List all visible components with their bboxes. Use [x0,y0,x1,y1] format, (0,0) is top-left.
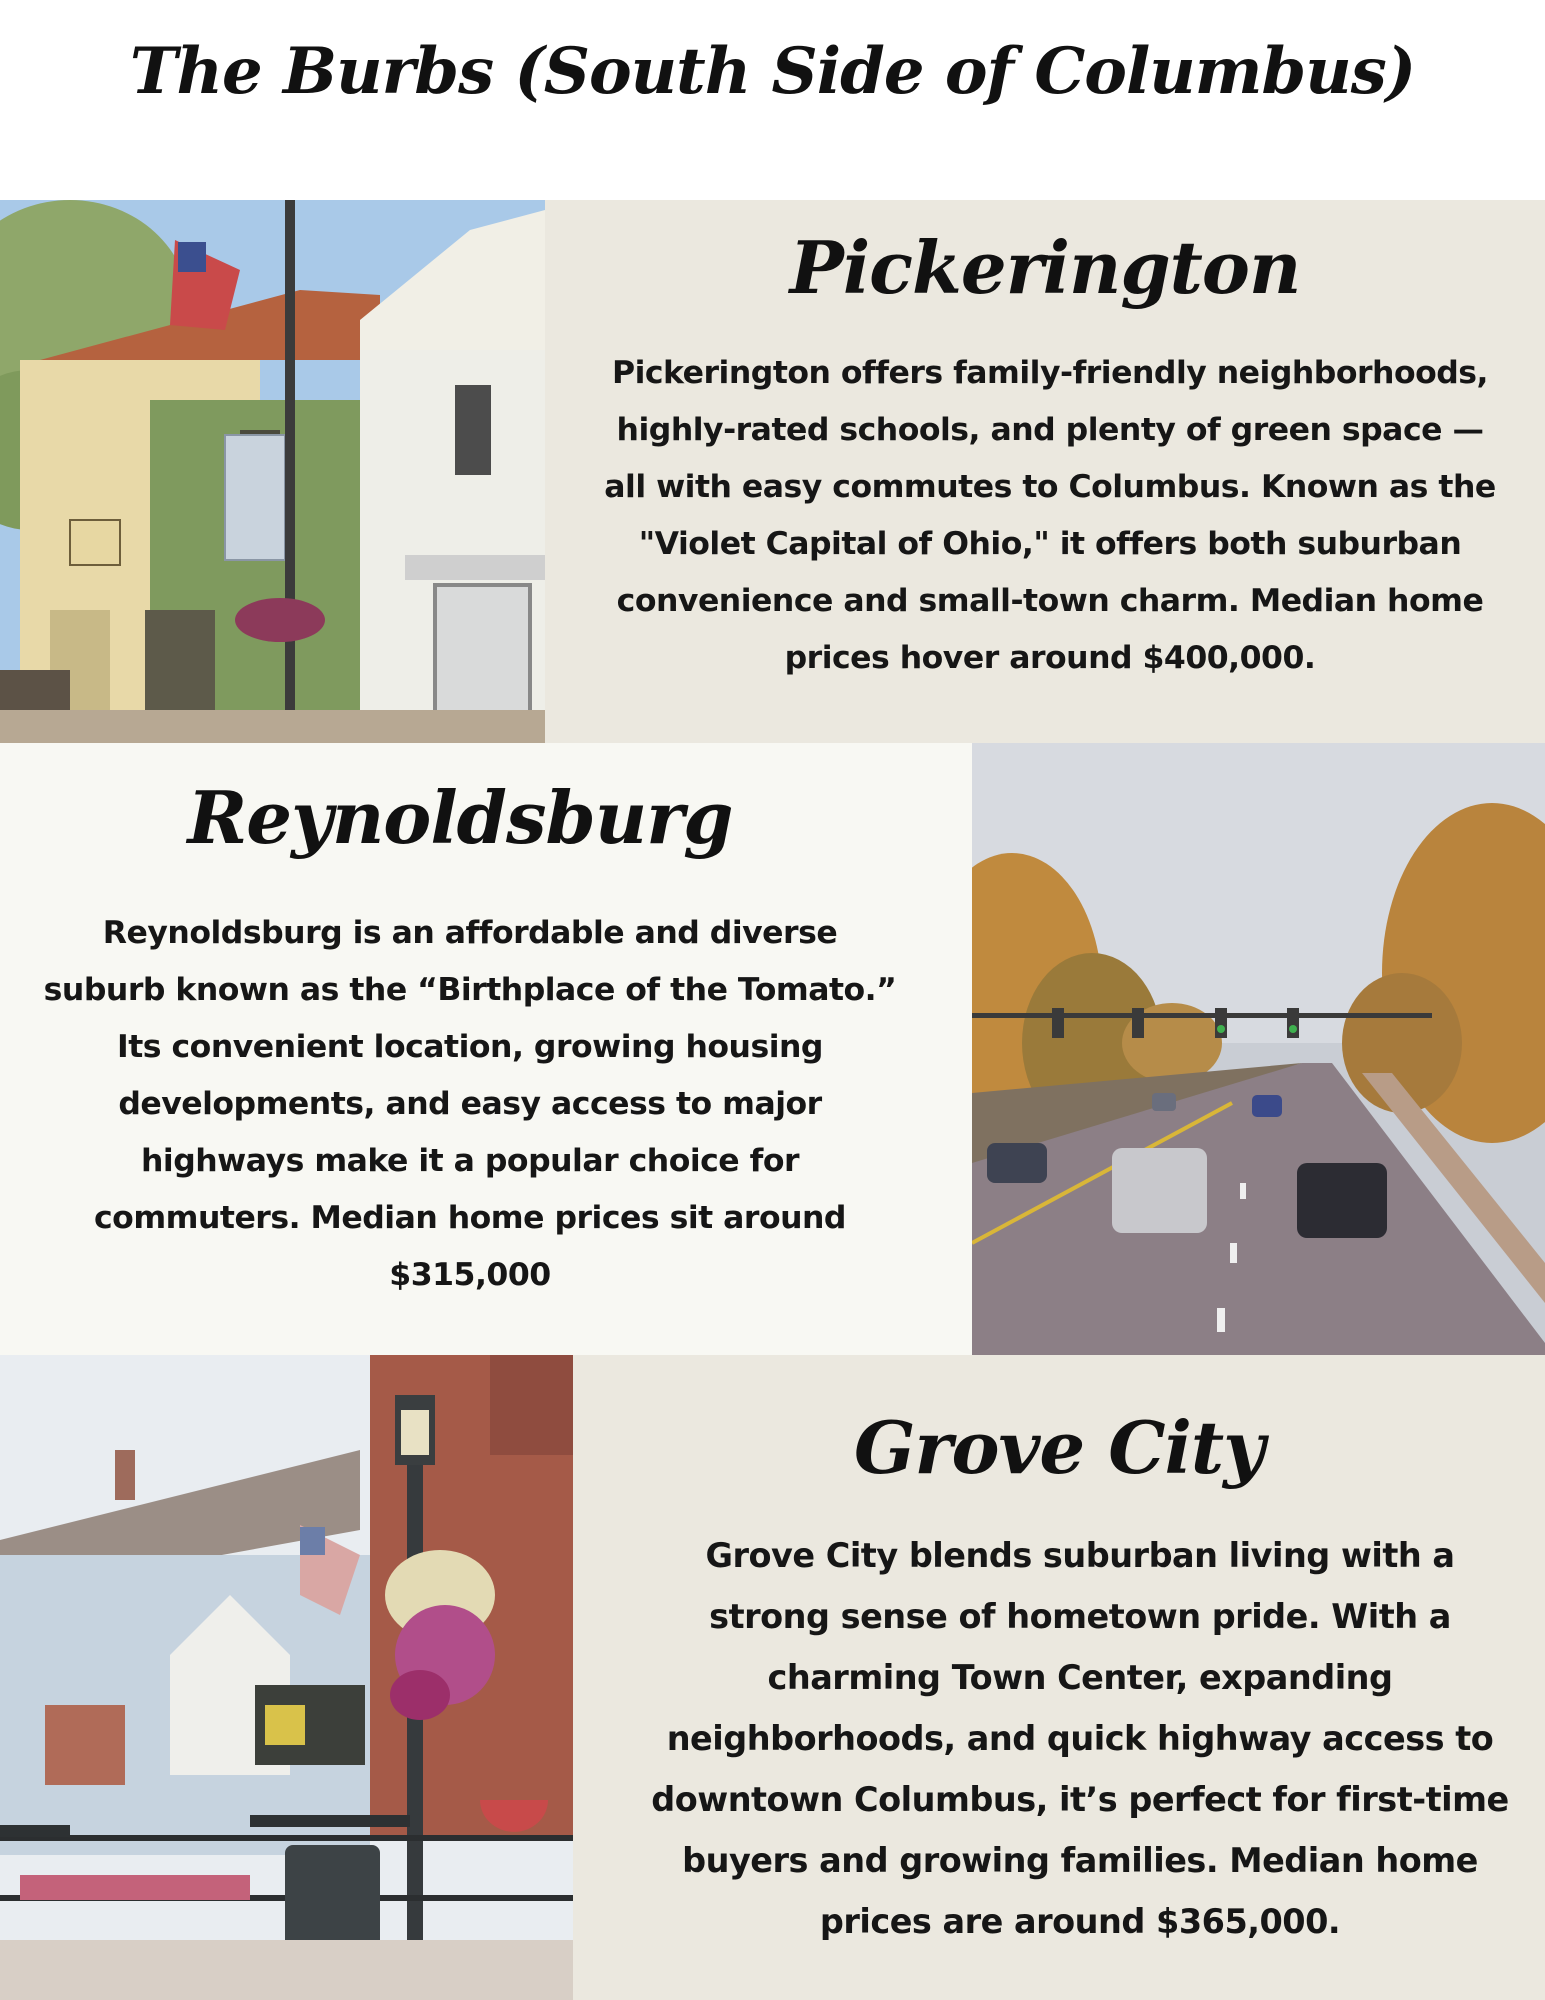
pickerington-heading: Pickerington [789,225,1301,310]
pickerington-description: Pickerington offers family-friendly neighborhoods, highly-rated schools, and plenty of green space — all with easy commutes to Columbus. Known as the "Violet Capital of Ohio," it offers both suburban convenience and small-town charm. Median home prices hover around $400,000. [604,355,1496,676]
reynoldsburg-description: Reynoldsburg is an affordable and diverse suburb known as the “Birthplace of the Tomato.” Its convenient location, growing housing developments, and easy access to major highways make it a popular choice for commuters. Median home prices sit around $315,000 [43,915,897,1293]
reynoldsburg-heading: Reynoldsburg [187,775,733,860]
grove-city-description: Grove City blends suburban living with a strong sense of hometown pride. With a charming Town Center, expanding neighborhoods, and quick highway access to downtown Columbus, it’s perfect for first-time buyers and growing families. Median home prices are around $365,000. [651,1536,1509,1941]
reynoldsburg-road-photo [972,743,1545,1355]
grove-city-heading: Grove City [854,1405,1264,1490]
grove-city-town-center-photo [0,1355,573,2000]
page-title: The Burbs (South Side of Columbus) [129,34,1416,109]
pickerington-main-street-photo [0,200,545,743]
